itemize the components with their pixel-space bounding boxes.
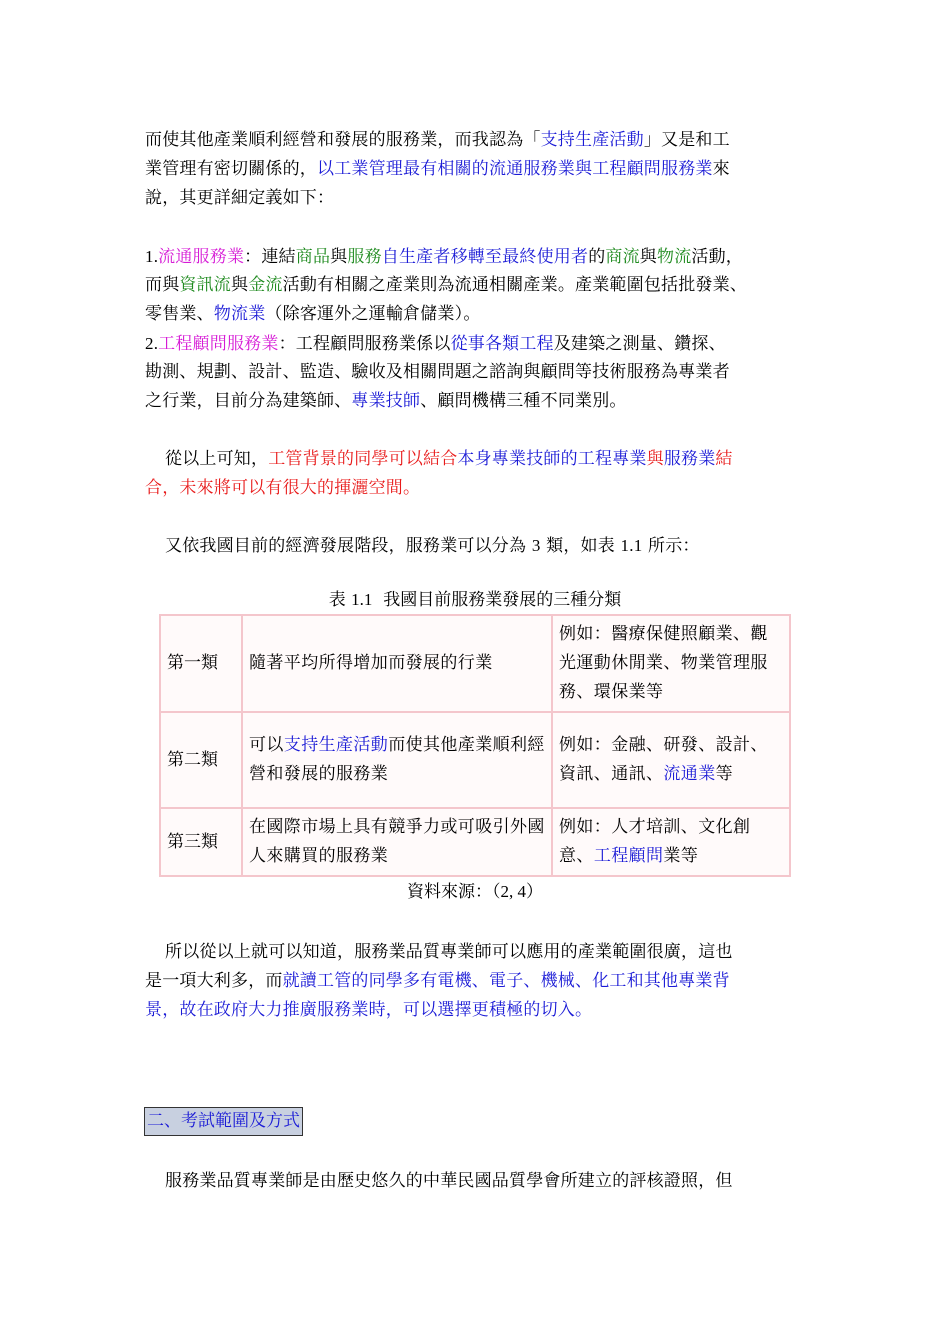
- text: 所示：: [648, 536, 700, 556]
- text: 可以: [249, 735, 284, 755]
- table-source: [0, 880, 950, 904]
- highlight-text: 工管背景的同學可以結合: [268, 449, 458, 469]
- text: 與: [330, 247, 348, 267]
- highlight-text: 支持生產活動: [283, 735, 389, 755]
- paragraph-3: [165, 531, 700, 561]
- text: ：連結: [244, 247, 296, 267]
- text: 景，故在政府大力推廣服務業時，可以選擇更積極的切入。: [145, 1000, 593, 1020]
- text: 從以上可知，: [165, 449, 269, 469]
- description-cell: 在國際市場上具有競爭力或可吸引外國人來購買的服務業: [242, 808, 552, 876]
- definition-2-line-2: [145, 358, 730, 387]
- term: 流通服務業: [158, 247, 245, 267]
- section-heading: 二、考試範圍及方式: [144, 1107, 303, 1136]
- paragraph-2-line-1: [165, 445, 733, 474]
- highlight-text: 從事各類工程: [450, 334, 554, 354]
- paragraph-4-line-3: [145, 996, 592, 1025]
- table-row: [160, 808, 790, 876]
- paragraph-5-line-1: [165, 1167, 733, 1196]
- paragraph-4-line-1: [165, 938, 733, 967]
- text: 例如：金融、研發、設計、資訊、通訊、: [559, 735, 768, 784]
- table-row: [160, 712, 790, 808]
- highlight-text: 自生產者移轉至最終使用者: [381, 247, 589, 267]
- text: 零售業、: [145, 304, 214, 324]
- highlight-text: 資訊流: [179, 275, 232, 295]
- highlight-text: 金流: [248, 275, 283, 295]
- text: ）: [526, 882, 543, 902]
- text: 勘測、規劃、設計、監造、驗收及相關問題之諮詢與顧問等技術服務為專業者: [145, 362, 730, 382]
- definition-2-line-1: [145, 329, 726, 359]
- highlight-text: 流通業: [663, 764, 716, 784]
- list-number: 1.: [145, 247, 159, 266]
- text: 來: [712, 159, 730, 179]
- classification-table: [159, 614, 791, 877]
- highlight-text: 服務業: [663, 449, 716, 469]
- category-cell: 第二類: [160, 712, 242, 808]
- text: 而使其他產業順利經營和發展的服務業: [249, 735, 545, 784]
- table-number: 1.1: [351, 590, 373, 609]
- text: 業管理有密切關係的，: [145, 159, 317, 179]
- highlight-text: 就讀工管的同學多有電機、電子、機械、化工和其他專業背: [282, 971, 730, 991]
- text: 又依我國目前的經濟發展階段，服務業可以分為: [165, 536, 527, 556]
- example-cell: 例如：醫療保健照顧業、觀光運動休閒業、物業管理服務、環保業等: [552, 615, 790, 712]
- text: 的: [588, 247, 606, 267]
- term: 工程顧問服務業: [158, 334, 279, 354]
- text: 之行業，目前分為建築師、: [145, 391, 352, 411]
- number: 3: [531, 536, 541, 555]
- paragraph-1-line-1: [145, 126, 730, 155]
- highlight-text: 以工業管理最有相關的流通服務業與工程顧問服務業: [317, 159, 713, 179]
- reference-numbers: 2, 4: [500, 882, 526, 901]
- table-reference: 1.1: [620, 536, 643, 555]
- text: 服務業品質專業師是由歷史悠久的中華民國品質學會所建立的評核證照，但: [165, 1171, 733, 1191]
- text: 例如：人才培訓、文化創意、: [559, 817, 751, 866]
- text: 說，其更詳細定義如下：: [145, 188, 335, 208]
- highlight-text: 商流: [605, 247, 640, 267]
- example-cell: [552, 712, 790, 808]
- definition-2-line-3: [145, 387, 627, 416]
- text: 等: [715, 764, 734, 784]
- description-cell: 隨著平均所得增加而發展的行業: [242, 615, 552, 712]
- highlight-text: 物流: [657, 247, 692, 267]
- table-caption: [0, 588, 950, 612]
- highlight-text: 商品: [295, 247, 331, 267]
- text: （除客運外之運輸倉儲業）。: [265, 304, 481, 324]
- highlight-text: 與: [646, 449, 664, 469]
- category-cell: 第一類: [160, 615, 242, 712]
- description-cell: [242, 712, 552, 808]
- highlight-text: 物流業: [213, 304, 266, 324]
- highlight-text: 結: [715, 449, 733, 469]
- table-row: [160, 615, 790, 712]
- paragraph-4-line-2: [145, 967, 730, 996]
- highlight-text: 工程顧問: [593, 846, 664, 866]
- highlight-text: 服務: [347, 247, 382, 267]
- text: 是一項大利多，而: [145, 971, 283, 991]
- text: 活動有相關之產業則為流通相關產業。產業範圍包括批發業、: [282, 275, 748, 295]
- list-number: 2.: [145, 334, 159, 353]
- paragraph-1-line-2: [145, 155, 730, 184]
- definition-1-line-3: [145, 300, 481, 329]
- definition-1-line-2: [145, 271, 747, 300]
- text: 資料來源：（: [407, 882, 501, 902]
- text: 我國目前服務業發展的三種分類: [383, 590, 622, 610]
- category-cell: 第三類: [160, 808, 242, 876]
- text: 所以從以上就可以知道，服務業品質專業師可以應用的產業範圍很廣，這也: [165, 942, 733, 962]
- highlight-text: 支持生產活動: [540, 130, 644, 150]
- text: 、顧問機構三種不同業別。: [420, 391, 627, 411]
- paragraph-2-line-2: [145, 474, 420, 503]
- text: 與: [231, 275, 249, 295]
- text: 而使其他產業順利經營和發展的服務業，而我認為「: [145, 130, 541, 150]
- paragraph-1-line-3: [145, 184, 334, 213]
- text: ：工程顧問服務業係以: [278, 334, 451, 354]
- text: 活動，: [691, 247, 744, 267]
- text: 業等: [663, 846, 699, 866]
- example-cell: [552, 808, 790, 876]
- text: 類，如表: [546, 536, 615, 556]
- text: 而與: [145, 275, 180, 295]
- text: 合，未來將可以有很大的揮灑空間。: [145, 478, 421, 498]
- highlight-text: 本身專業技師的工程專業: [457, 449, 647, 469]
- definition-1-line-1: [145, 242, 743, 272]
- text: 」又是和工: [643, 130, 730, 150]
- text: 表: [328, 590, 346, 610]
- text: 與: [639, 247, 657, 267]
- text: 及建築之測量、鑽探、: [553, 334, 726, 354]
- highlight-text: 專業技師: [351, 391, 421, 411]
